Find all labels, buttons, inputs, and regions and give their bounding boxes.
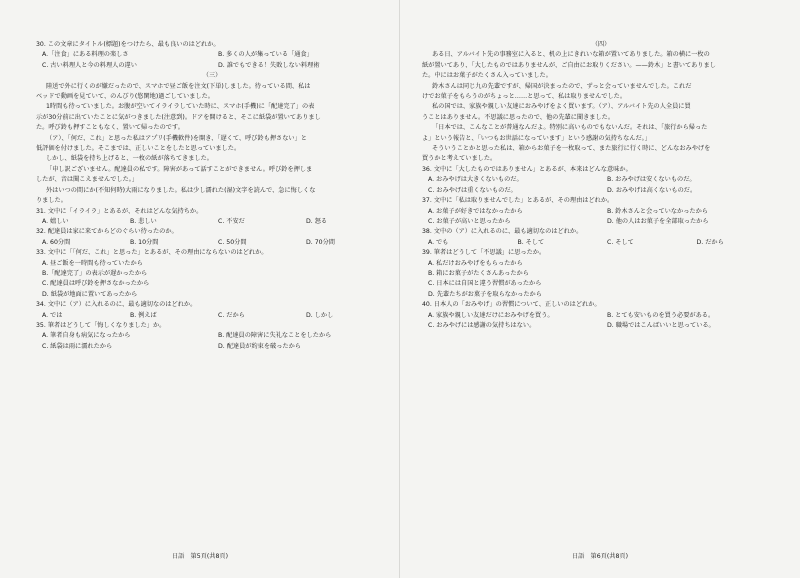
q33-option-b: B.「配達完了」の表示が遅かったから <box>42 269 148 277</box>
q32-option-d: D. 70分間 <box>306 238 335 246</box>
q33-option-a: A. 昼ご飯を一時間も待っていたから <box>42 259 143 267</box>
q36-option-d: D. おみやげは高くないものだ。 <box>607 186 697 194</box>
q39-stem: 39. 筆者はどうして「不思議」に思ったか。 <box>422 249 546 257</box>
passage-line: ベッドで動画を見ていて、のんびり(悠閑地)過ごしていました。 <box>36 93 214 101</box>
q38-option-c: C. そして <box>607 238 634 246</box>
passage-line: よ」という報告と、「いつもお世話になっています」という感謝の気持ちなんだ。」 <box>422 134 651 142</box>
q38-option-d: D. だから <box>696 238 724 246</box>
q40-stem: 40. 日本人の「おみやげ」の習慣について、正しいのはどれか。 <box>422 301 601 309</box>
q30-option-d: D. 誰でもできる！失敗しない料理術 <box>218 61 320 69</box>
passage-line: た。中にはお菓子がたくさん入っていました。 <box>422 72 552 80</box>
q40-option-d: D. 職場ではこんばいいと思っている。 <box>607 321 715 329</box>
q37-option-c: C. お菓子が高いと思ったから <box>428 217 511 225</box>
q30-options <box>36 50 388 71</box>
passage-line: そういうことかと思った私は、箱からお菓子を一枚取って、また旅行に行く時に、どんなおみやげを <box>432 145 711 153</box>
q30-option-b: B. 多くの人が集っている「通食」 <box>218 51 313 59</box>
q36-option-c: C. おみやげは重くないものだ。 <box>428 186 517 194</box>
q40-option-a: A. 家族や親しい友達だけにおみやげを買う。 <box>428 311 554 319</box>
q40-option-b: B. とても安いものを買う必要がある。 <box>607 311 715 319</box>
passage-line: 外はいつの間にか(不知何時)大雨になりました。私は少し濡れた(湿)文字を読んで、急に悔しくな <box>46 186 316 194</box>
q34-option-d: D. しかし <box>306 311 334 319</box>
right-page <box>400 0 800 578</box>
q39-option-b: B. 箱にお菓子がたくさんあったから <box>428 269 529 277</box>
passage-line: た。呼び鈴も押すこともなく、置いて帰ったのです。 <box>36 124 184 132</box>
q31-option-a: A. 嬉しい <box>42 217 69 225</box>
q39-options <box>422 259 780 301</box>
passage-line: しかし、紙袋を持ち上げると、一枚の紙が落ちてきました。 <box>46 155 213 163</box>
passage-4 <box>422 50 780 164</box>
q35-option-c: C. 紙袋は雨に濡れたから <box>42 342 113 350</box>
page-number: 日語 第6頁(共8頁) <box>571 553 628 560</box>
q34-option-a: A. では <box>42 311 63 319</box>
section-title-4: （四） <box>591 41 611 48</box>
passage-line: ある日、アルバイト先の事務室に入ると、机の上にきれいな箱が置いてありました。箱の横に一枚の <box>432 51 710 59</box>
q39-option-c: C. 日本には自国と違う習慣があったから <box>428 280 542 288</box>
page-footer-right <box>400 551 800 560</box>
q33-stem: 33. 文中に「「何だ、これ」と思った」とあるが、その理由にならないのはどれか。 <box>36 249 268 257</box>
q36-option-a: A. おみやげは大きくないものだ。 <box>428 176 523 184</box>
page-number: 日語 第5頁(共8頁) <box>171 553 228 560</box>
q40-options <box>422 311 780 332</box>
q36-stem: 36. 文中に「大したものではありません」とあるが、本来はどんな意味か。 <box>422 165 632 173</box>
q34-option-b: B. 例えば <box>130 311 157 319</box>
q35-option-b: B. 配達員の障害に失礼なことをしたから <box>218 332 332 340</box>
passage-line: りました。 <box>36 197 67 205</box>
passage-line: したが、音は聞こえませんでした。」 <box>36 176 139 184</box>
q32-option-b: B. 10分間 <box>130 238 159 246</box>
passage-line: 紙が置いてあり、「大したものではありませんが、ご自由にお取りください。——鈴木」と書いてありまし <box>422 61 716 69</box>
q31-stem: 31. 文中に「イライラ」とあるが、それはどんな気持ちか。 <box>36 207 203 215</box>
q37-option-a: A. お菓子が好きではなかったから <box>428 207 523 215</box>
q36-option-b: B. おみやげは安くないものだ。 <box>607 176 696 184</box>
q31-option-b: B. 悲しい <box>130 217 157 225</box>
passage-line: 買うかと考えていました。 <box>422 155 497 163</box>
passage-line: （ア）、「何だ、これ」と思った私はアプリ(手機軟件)を開き、「遅くて、呼び鈴も押さない」と <box>46 134 307 142</box>
q31-option-c: C. 不安だ <box>218 217 245 225</box>
passage-line: 私の国では、家族や親しい友達におみやげをよく買います。（ア）、アルバイト先の人全員に買 <box>432 103 691 111</box>
q34-option-c: C. だから <box>218 311 245 319</box>
q32-stem: 32. 配達員は家に来てからどのぐらい待ったのか。 <box>36 228 178 236</box>
q31-options <box>36 217 388 227</box>
q34-options <box>36 311 388 321</box>
q33-options <box>36 259 388 301</box>
passage-line: 1時間も待っていました。お腹が空いてイライラしていた時に、スマホ(手機)に「配達完了」の表 <box>46 103 315 111</box>
passage-line: 低評価を付けました。そこまでは、正しいことをしたと思っていました。 <box>36 145 241 153</box>
passage-line: 「申し訳ございません。配達員の私です。障害があって話すことができません。呼び鈴を押しま <box>46 165 313 173</box>
passage-line: 鈴木さんは同じ九の先輩ですが、帰国が決まったので、ずっと会っていませんでした。これだ <box>432 82 692 90</box>
passage-3 <box>36 82 388 207</box>
q33-option-d: D. 紙袋が地面に置いてあったから <box>42 290 138 298</box>
q35-options <box>36 331 388 352</box>
q40-option-c: C. おみやげには感謝の気持ちはない。 <box>428 321 536 329</box>
passage-line: けでお菓子をもらうのがちょっと……と思って、私は取りませんでした。 <box>422 93 627 101</box>
passage-line: うことはありません。不思議に思ったので、他の先輩に聞きました。 <box>422 113 615 121</box>
q30-stem: 30. この文章にタイトル(標題)をつけたら、最も良いのはどれか。 <box>36 41 220 48</box>
q32-options <box>36 238 388 248</box>
q32-option-a: A. 60分間 <box>42 238 71 246</box>
q35-option-d: D. 配達員が約束を破ったから <box>218 342 301 350</box>
q38-option-b: B. そして <box>517 238 545 246</box>
q33-option-c: C. 配達員は呼び鈴を押さなかったから <box>42 280 150 288</box>
passage-line: 「日本では、こんなことが普通なんだよ。特別に高いものでもないんだ。それは、「旅行から帰った <box>432 124 708 132</box>
q37-stem: 37. 文中に「私は取りませんでした」とあるが、その理由はどれか。 <box>422 197 614 205</box>
q38-stem: 38. 文中の（ア）に入れるのに、最も適切なのはどれか。 <box>422 228 583 236</box>
q35-stem: 35. 筆者はどうして「悔しくなりました」か。 <box>36 321 166 329</box>
passage-line: 示が30分前に出ていたことに気がつきました(注意到)。ドアを開けると、そこに紙袋が置いてありまし <box>36 113 321 121</box>
q34-stem: 34. 文中に（ア）に入れるのに、最も適切なのはどれか。 <box>36 301 197 309</box>
q30-option-a: A.「注食」にある料理の楽しさ <box>42 51 129 59</box>
q31-option-d: D. 怒る <box>306 217 328 225</box>
q37-option-b: B. 鈴木さんと会っていなかったから <box>607 207 708 215</box>
q32-option-c: C. 50分間 <box>218 238 247 246</box>
q38-option-a: A. でも <box>428 238 449 246</box>
q30-option-c: C. 古い料理人と今の料理人の違い <box>42 61 137 69</box>
q39-option-d: D. 先輩たちがお菓子を取らなかったから <box>428 290 542 298</box>
q36-options <box>422 175 780 196</box>
q35-option-a: A. 筆者自身も病気になったから <box>42 332 131 340</box>
q37-options <box>422 207 780 228</box>
passage-line: 陸送で外に行くのが嫌だったので、スマホで昼ご飯を注文(下単)しました。待っている間、私は <box>46 82 311 90</box>
q39-option-a: A. 私だけおみやげをもらったから <box>428 259 523 267</box>
q38-options <box>422 238 780 248</box>
q37-option-d: D. 他の人はお菓子を全部取ったから <box>607 217 709 225</box>
section-title-3: （三） <box>202 72 222 80</box>
page-footer-left <box>0 551 400 560</box>
